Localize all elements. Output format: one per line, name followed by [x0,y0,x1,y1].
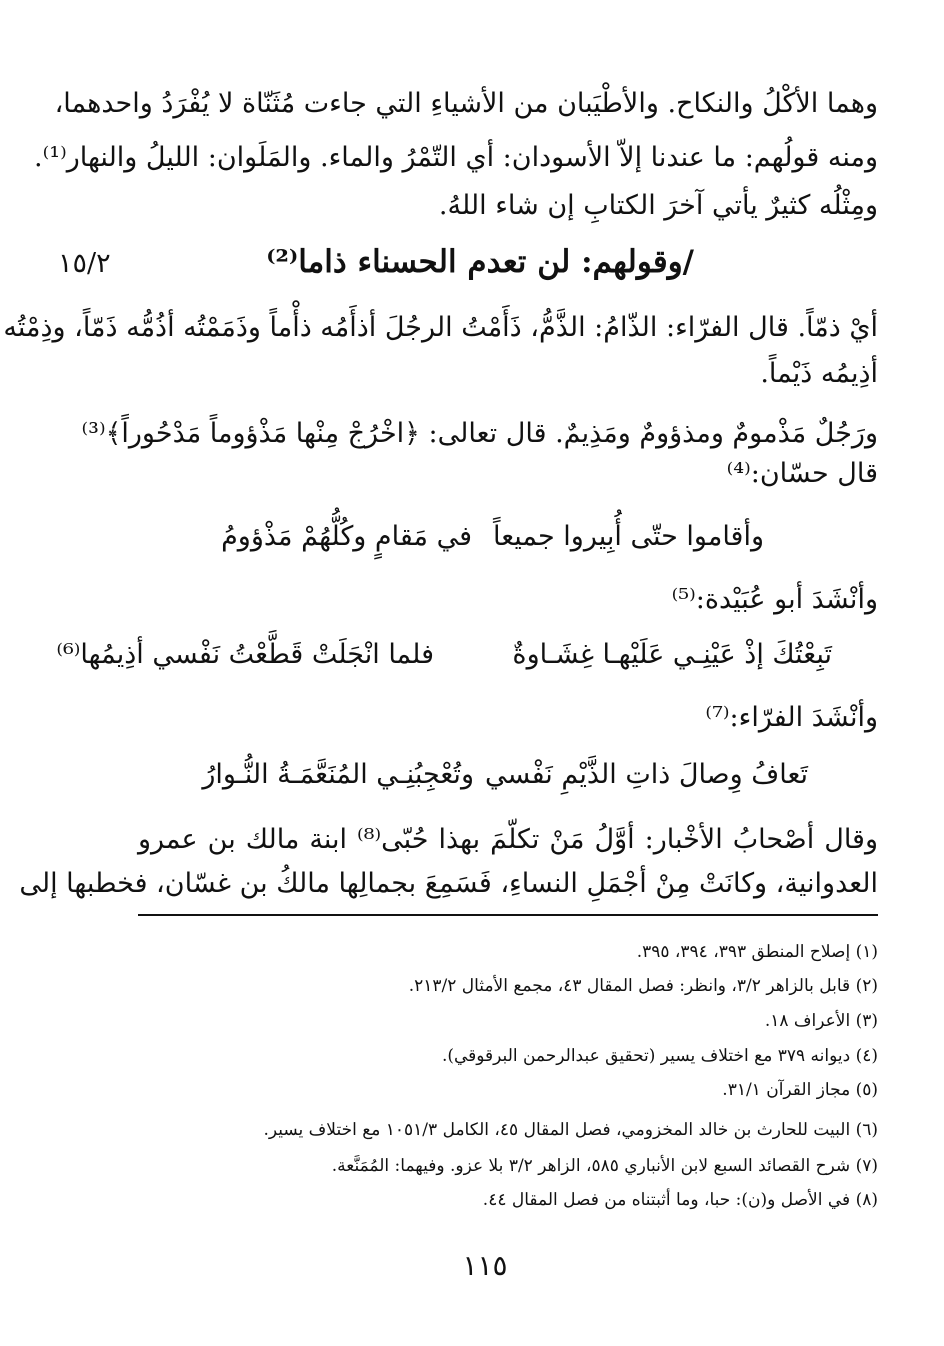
hassan-intro-line: قال حسّان:⁽⁴⁾ [726,458,878,489]
verse-1-second-hemistich: في مَقامٍ وكُلُّهُمْ مَذْؤومُ [221,521,472,552]
body-line-2: ومنه قولُهم: ما عندنا إلاّ الأسودان: أي التّمْرُ والماء. والمَلَوان: الليلُ والنهار⁽¹⁾. [34,142,878,173]
verse-1-first-hemistich: وأقاموا حتّى أُبِيروا جميعاً [493,521,764,552]
verse-3-first-hemistich: تَعافُ وِصالَ ذاتِ الذَّيْمِ نَفْسي [485,759,808,790]
footnote-1: (١) إصلاح المنطق ٣٩٣، ٣٩٤، ٣٩٥. [636,942,878,962]
footnote-6: (٦) البيت للحارث بن خالد المخزومي، فصل المقال ٤٥، الكامل ١٠٥١/٣ مع اختلاف يسير. [263,1120,878,1140]
section-heading: /وقولهم: لن تعدم الحسناء ذاما⁽²⁾ [266,244,694,280]
footnote-4: (٤) ديوانه ٣٧٩ مع اختلاف يسير (تحقيق عبدالرحمن البرقوقي). [441,1046,878,1066]
quran-citation-line: ورَجُلٌ مَذْمومٌ ومذؤومٌ ومَذِيمٌ. قال تعالى: ﴿اخْرُجْ مِنْها مَذْؤوماً مَدْحُوراً﴾⁽³⁾ [81,418,878,449]
narrative-line-1: وقال أصْحابُ الأخْبار: أوَّلُ مَنْ تكلّمَ بهذا حُبّى⁽⁸⁾ ابنة مالك بن عمرو [138,824,878,855]
footnote-separator [138,914,878,916]
footnote-3: (٣) الأعراف ١٨. [764,1011,878,1031]
footnote-7: (٧) شرح القصائد السبع لابن الأنباري ٥٨٥، الزاهر ٣/٢ بلا عزو. وفيهما: المُمَنَّعة. [331,1156,878,1176]
footnote-5: (٥) مجاز القرآن ٣١/١. [722,1080,878,1100]
body-line-1: وهما الأكْلُ والنكاح. والأطْيَبان من الأشياءِ التي جاءت مُثَنّاة لا يُفْرَدُ واحدهما، [54,88,878,119]
abu-ubayda-intro: وأنْشَدَ أبو عُبَيْدة:⁽⁵⁾ [671,584,878,615]
narrative-line-2: العدوانية، وكانَتْ مِنْ أجْمَلِ النساءِ، فَسَمِعَ بجمالِها مالكُ بن غسّان، فخطبها إلى [19,868,878,899]
verse-2-first-hemistich: تَبِعْتُكَ إذْ عَيْنِـي عَلَيْهـا غِشَـاوةٌ [512,639,832,670]
definition-line-1: أيْ ذمّاً. قال الفرّاء: الذّامُ: الذَّمُّ، ذَأَمْتُ الرجُلَ أذأَمُه ذأْماً وذَمَمْتُه أذُمُّه ذَمّاً، وذِمْتُه [3,312,878,343]
definition-line-2: أذِيمُه ذَيْماً. [760,358,878,389]
farra-intro: وأنْشَدَ الفرّاء:⁽⁷⁾ [705,702,878,733]
manuscript-folio-reference: ١٥/٢ [58,248,111,279]
footnote-8: (٨) في الأصل و(ن): حبا، وما أثبتناه من فصل المقال ٤٤. [482,1190,878,1210]
footnote-2: (٢) قابل بالزاهر ٣/٢، وانظر: فصل المقال ٤٣، مجمع الأمثال ٢١٣/٢. [408,976,878,996]
body-line-3: ومِثْلُه كثيرٌ يأتي آخرَ الكتابِ إن شاء اللهُ. [438,190,878,221]
page-number: ١١٥ [462,1249,508,1282]
verse-2-second-hemistich: فلما انْجَلَتْ قَطَّعْتُ نَفْسي أذِيمُها⁽⁶⁾ [56,639,434,670]
verse-3-second-hemistich: وتُعْجِبُنِـي المُنَعَّمَـةُ النُّـوارُ [202,759,474,790]
